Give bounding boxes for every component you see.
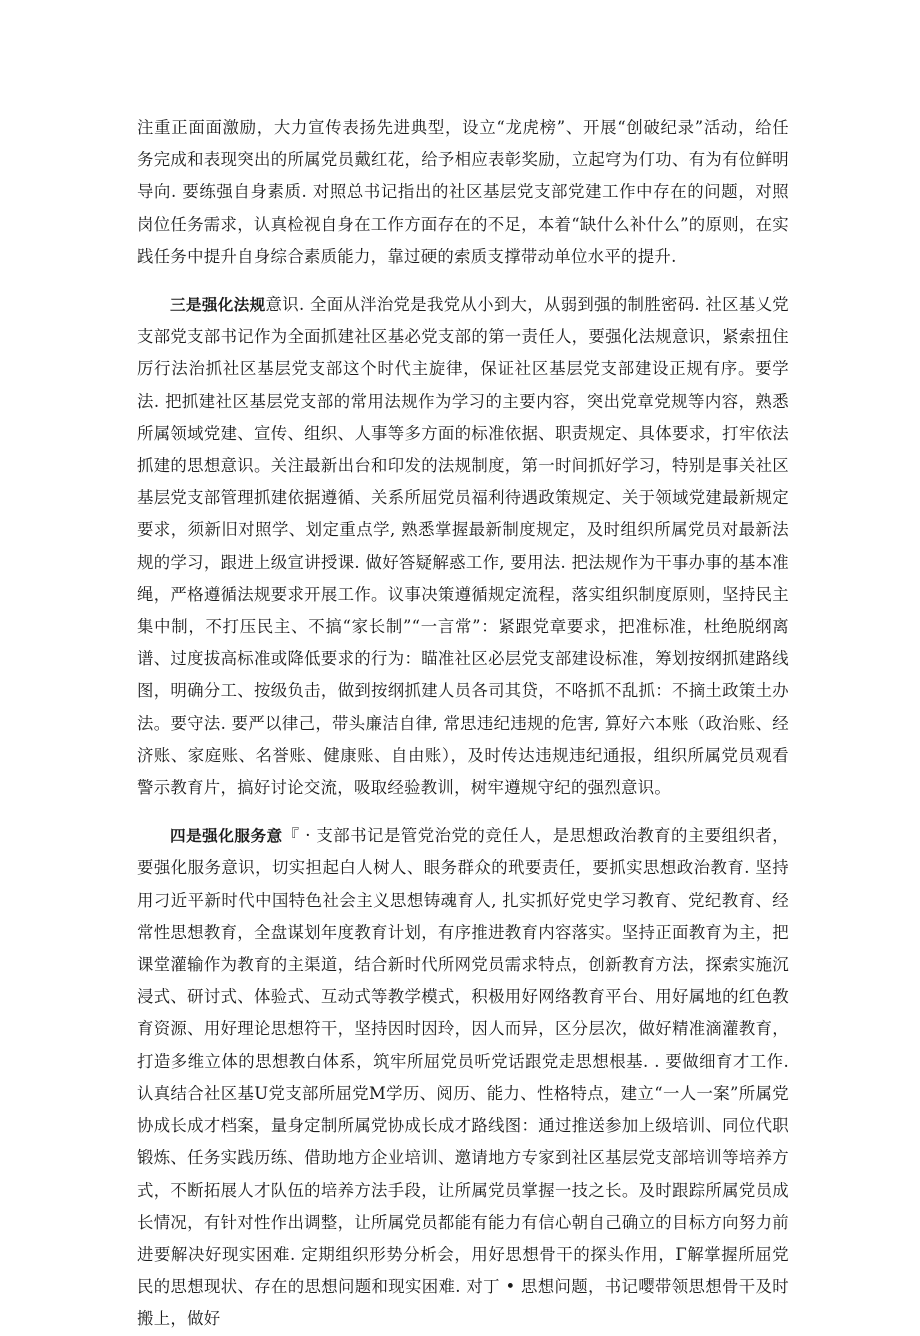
paragraph-3 xyxy=(137,820,789,1335)
paragraph-3-lead: 四是强化服务意 xyxy=(170,827,283,846)
paragraph-2-text: 意识. 全面从泮治党是我党从小到大，从弱到强的制胜密码. 社区基乂党支部党支部书记作为全面抓建社区基必党支部的第一责任人，要强化法规意识，紧索扭住厉行法治抓社区基层党支部这个时代主旋律，保证社区基层党支部建设正规有序。要学法. 把抓建社区基层党支部的常用法规作为学习的主要内容，突出党章党规等内容，熟悉所属领域党建、宣传、组织、人事等多方面的标准依据、职责规定、具体要求，打牢依法抓建的思想意识。关注最新出台和印发的法规制度，第一时间抓好学习，特别是事关社区基层党支部管理抓建依据遵循、关系所屈党员福利待遇政策规定、关于领域党建最新规定要求，须新旧对照学、划定重点学, 熟悉掌握最新制度规定，及时组织所属党员对最新法规的学习，跟进上级宣讲授课. 做好答疑解惑工作, 要用法. 把法规作为干事办事的基本准绳，严格遵循法规要求开展工作。议事决策遵循规定流程，落实组织制度原则，坚持民主集中制，不打压民主、不搞“家长制”“一言常”：紧跟党章要求，把准标准，杜绝脱纲离谱、过度拔高标准或降低要求的行为：瞄准社区必层党支部建设标准，筹划按纲抓建路线图，明确分工、按级负击，做到按纲抓建人员各司其贷，不咯抓不乱抓：不摘土政策土办法。要守法. 要严以律己，带头廉洁自律, 常思违纪违规的危害, 算好六本账（政治账、经济账、家庭账、名誉账、健康账、自由账），及时传达违规违纪通报，组织所属党员观看警示教育片，搞好讨论交流，吸取经验教训，树牢遵规守纪的强烈意识。 xyxy=(137,295,789,798)
document-page xyxy=(137,112,789,1336)
paragraph-2-lead: 三是强化法规 xyxy=(170,296,266,315)
paragraph-1 xyxy=(137,112,789,273)
paragraph-1-text: 注重正面面激励，大力宣传表扬先进典型，设立“龙虎榜”、开展“创破纪录”活动，给任务完成和表现突出的所属党员戴红花，给予相应表彰奖励，立起穹为仃功、有为有位鲜明导向. 要练强自身素质. 对照总书记指出的社区基层党支部党建工作中存在的问题，对照岗位任务需求，认真检视自身在工作方面存在的不足，本着“缺什么补什么”的原则，在实践任务中提升自身综合素质能力，靠过硬的索质支撑带动单位水平的提升. xyxy=(137,118,789,266)
paragraph-3-text: 『 · 支部书记是管党治党的竞任人，是思想政治教育的主要组织者，要强化服务意识，切实担起白人树人、眼务群众的玳要责任，要抓实思想政治教育. 坚持用刁近平新时代中国特色社会主义思想铸魂育人, 扎实抓好党史学习教育、党纪教育、经常性思想教育，全盘谋划年度教育计划，有序推进教育内容落实。坚持正面教育为主，把课堂灌输作为教育的主渠道，结合新时代所网党员需求特点，创新教育方法，探索实施沉浸式、研讨式、体验式、互动式等教学模式，积极用好网络教育平台、用好属地的红色教育资源、用好理论思想符干，坚持因时因玲，因人而异，区分层次，做好精准滴灌教育，打造多维立体的思想教白体系，筑牢所屈党员听党话跟党走思想根基. . 要做细育才工作. 认真结合社区基U党支部所屈党M学历、阅历、能力、性格特点，建立“一人一案”所属党协成长成才档案，量身定制所属党协成长成才路线图：通过推送参加上级培训、同位代职锻炼、任务实践历练、借助地方企业培训、邀请地方专家到社区基层党支部培训等培养方式，不断拓展人才队伍的培养方法手段，让所属党员掌握一技之长。及时跟踪所属党员成长情况，有针对性作出调整，让所属党员都能有能力有信心朝自己确立的目标方向努力前进要解决好现实困难. 定期组织形势分析会，用好思想骨干的探头作用，Γ解掌握所屈党民的思想现状、存在的思想问题和现实困难. 对丁 • 思想问题，书记嘤带领思想骨干及时搬上，做好 xyxy=(137,826,789,1329)
paragraph-2 xyxy=(137,289,789,804)
